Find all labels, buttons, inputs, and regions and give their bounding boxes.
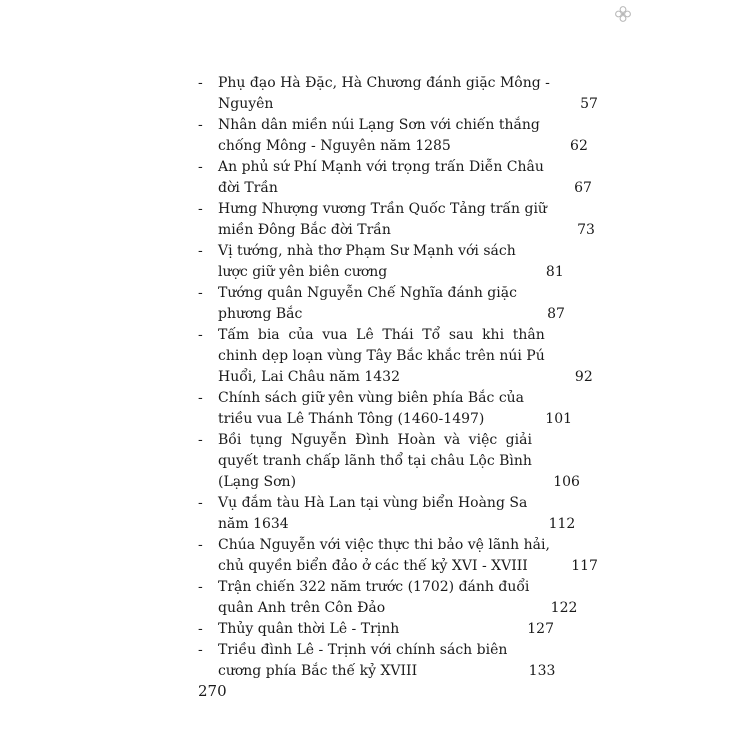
toc-title-line: Chúa Nguyễn với việc thực thi bảo vệ lãnh hải, xyxy=(218,537,550,553)
toc-title-line: Tấm bia của vua Lê Thái Tổ sau khi thân xyxy=(218,327,545,343)
toc-title-line: Hưng Nhượng vương Trần Quốc Tảng trấn giữ xyxy=(218,201,547,217)
toc-title-line: cương phía Bắc thế kỷ XVIII xyxy=(218,663,418,679)
table-of-contents xyxy=(198,73,598,682)
toc-title-line: Thủy quân thời Lê - Trịnh xyxy=(218,621,400,637)
toc-page-number: 81 xyxy=(545,264,564,280)
toc-bullet-dash: - xyxy=(198,327,203,343)
flower-icon xyxy=(614,5,632,23)
toc-bullet-dash: - xyxy=(198,75,203,91)
toc-entry xyxy=(198,115,588,157)
toc-page-number: 73 xyxy=(577,222,595,238)
toc-entry-title xyxy=(218,157,596,199)
toc-title-line: Huổi, Lai Châu năm 1432 xyxy=(218,369,400,385)
toc-entry xyxy=(198,73,598,115)
toc-page-number: 101 xyxy=(545,411,573,427)
toc-title-line: Vị tướng, nhà thơ Phạm Sư Mạnh với sách xyxy=(218,243,516,259)
toc-title-line: Triều đình Lê - Trịnh với chính sách biên xyxy=(218,642,508,658)
toc-bullet-dash: - xyxy=(198,621,203,637)
toc-entry-title xyxy=(218,535,602,577)
page-number: 270 xyxy=(198,682,227,700)
toc-page-number: 133 xyxy=(528,663,556,679)
toc-page-number: 127 xyxy=(527,621,554,637)
toc-page-number: 57 xyxy=(580,96,598,112)
toc-entry-title xyxy=(218,619,558,640)
toc-page-number: 67 xyxy=(574,180,592,196)
toc-title-line: Tướng quân Nguyễn Chế Nghĩa đánh giặc xyxy=(218,285,517,301)
toc-entry-title xyxy=(218,388,576,430)
toc-title-line: miền Đông Bắc đời Trần xyxy=(218,222,391,238)
toc-entry-title xyxy=(218,325,597,388)
toc-page-number: 106 xyxy=(553,474,580,490)
toc-title-line: Vụ đắm tàu Hà Lan tại vùng biển Hoàng Sa xyxy=(218,495,528,511)
toc-title-line: Bồi tụng Nguyễn Đình Hoàn và việc giải xyxy=(218,432,532,448)
toc-title-line: (Lạng Sơn) xyxy=(218,474,297,490)
toc-bullet-dash: - xyxy=(198,579,203,595)
toc-entry xyxy=(198,619,558,640)
toc-title-line: triều vua Lê Thánh Tông (1460-1497) xyxy=(218,411,485,427)
toc-page-number: 112 xyxy=(548,516,576,532)
toc-entry-title xyxy=(218,241,568,283)
toc-title-line: quyết tranh chấp lãnh thổ tại châu Lộc Bình xyxy=(218,453,532,469)
toc-entry-title xyxy=(218,430,584,493)
toc-title-line: chủ quyền biển đảo ở các thế kỷ XVI - XVIII xyxy=(218,558,528,574)
toc-bullet-dash: - xyxy=(198,243,203,259)
toc-title-line: Trận chiến 322 năm trước (1702) đánh đuổi xyxy=(218,579,530,595)
toc-entry xyxy=(198,493,576,535)
toc-title-line: Nguyên xyxy=(218,96,274,112)
toc-bullet-dash: - xyxy=(198,495,203,511)
toc-entry-title xyxy=(218,73,602,115)
toc-bullet-dash: - xyxy=(198,117,203,133)
toc-bullet-dash: - xyxy=(198,432,203,448)
toc-title-line: năm 1634 xyxy=(218,516,289,532)
toc-title-line: Nhân dân miền núi Lạng Sơn với chiến thắng xyxy=(218,117,540,133)
toc-entry xyxy=(198,325,593,388)
toc-entry xyxy=(198,241,564,283)
toc-entry xyxy=(198,157,592,199)
toc-entry xyxy=(198,430,580,493)
toc-title-line: lược giữ yên biên cương xyxy=(218,264,388,280)
toc-entry xyxy=(198,283,565,325)
toc-page-number: 62 xyxy=(570,138,588,154)
toc-entry xyxy=(198,577,578,619)
toc-entry xyxy=(198,199,595,241)
toc-title-line: An phủ sứ Phí Mạnh với trọng trấn Diễn Châu xyxy=(218,159,544,175)
toc-title-line: Chính sách giữ yên vùng biên phía Bắc của xyxy=(218,390,525,406)
toc-bullet-dash: - xyxy=(198,201,203,217)
toc-title-line: chinh dẹp loạn vùng Tây Bắc khắc trên núi Pú xyxy=(218,348,545,364)
toc-title-line: Phụ đạo Hà Đặc, Hà Chương đánh giặc Mông - xyxy=(218,75,550,91)
toc-page-number: 117 xyxy=(571,558,598,574)
toc-entry-title xyxy=(218,283,569,325)
toc-entry xyxy=(198,535,598,577)
toc-entry xyxy=(198,640,558,682)
toc-entry-title xyxy=(218,115,592,157)
toc-entry-title xyxy=(218,640,559,682)
toc-entry xyxy=(198,388,573,430)
toc-bullet-dash: - xyxy=(198,390,203,406)
toc-title-line: chống Mông - Nguyên năm 1285 xyxy=(218,138,451,154)
toc-title-line: quân Anh trên Côn Đảo xyxy=(218,600,386,616)
toc-page-number: 92 xyxy=(574,369,593,385)
toc-page-number: 87 xyxy=(547,306,565,322)
toc-entry-title xyxy=(218,493,579,535)
toc-bullet-dash: - xyxy=(198,285,203,301)
toc-entry-title xyxy=(218,199,599,241)
toc-title-line: phương Bắc xyxy=(218,306,303,322)
toc-title-line: đời Trần xyxy=(218,180,278,196)
toc-page-number: 122 xyxy=(550,600,578,616)
toc-entry-title xyxy=(218,577,581,619)
toc-bullet-dash: - xyxy=(198,642,203,658)
toc-bullet-dash: - xyxy=(198,159,203,175)
toc-bullet-dash: - xyxy=(198,537,203,553)
